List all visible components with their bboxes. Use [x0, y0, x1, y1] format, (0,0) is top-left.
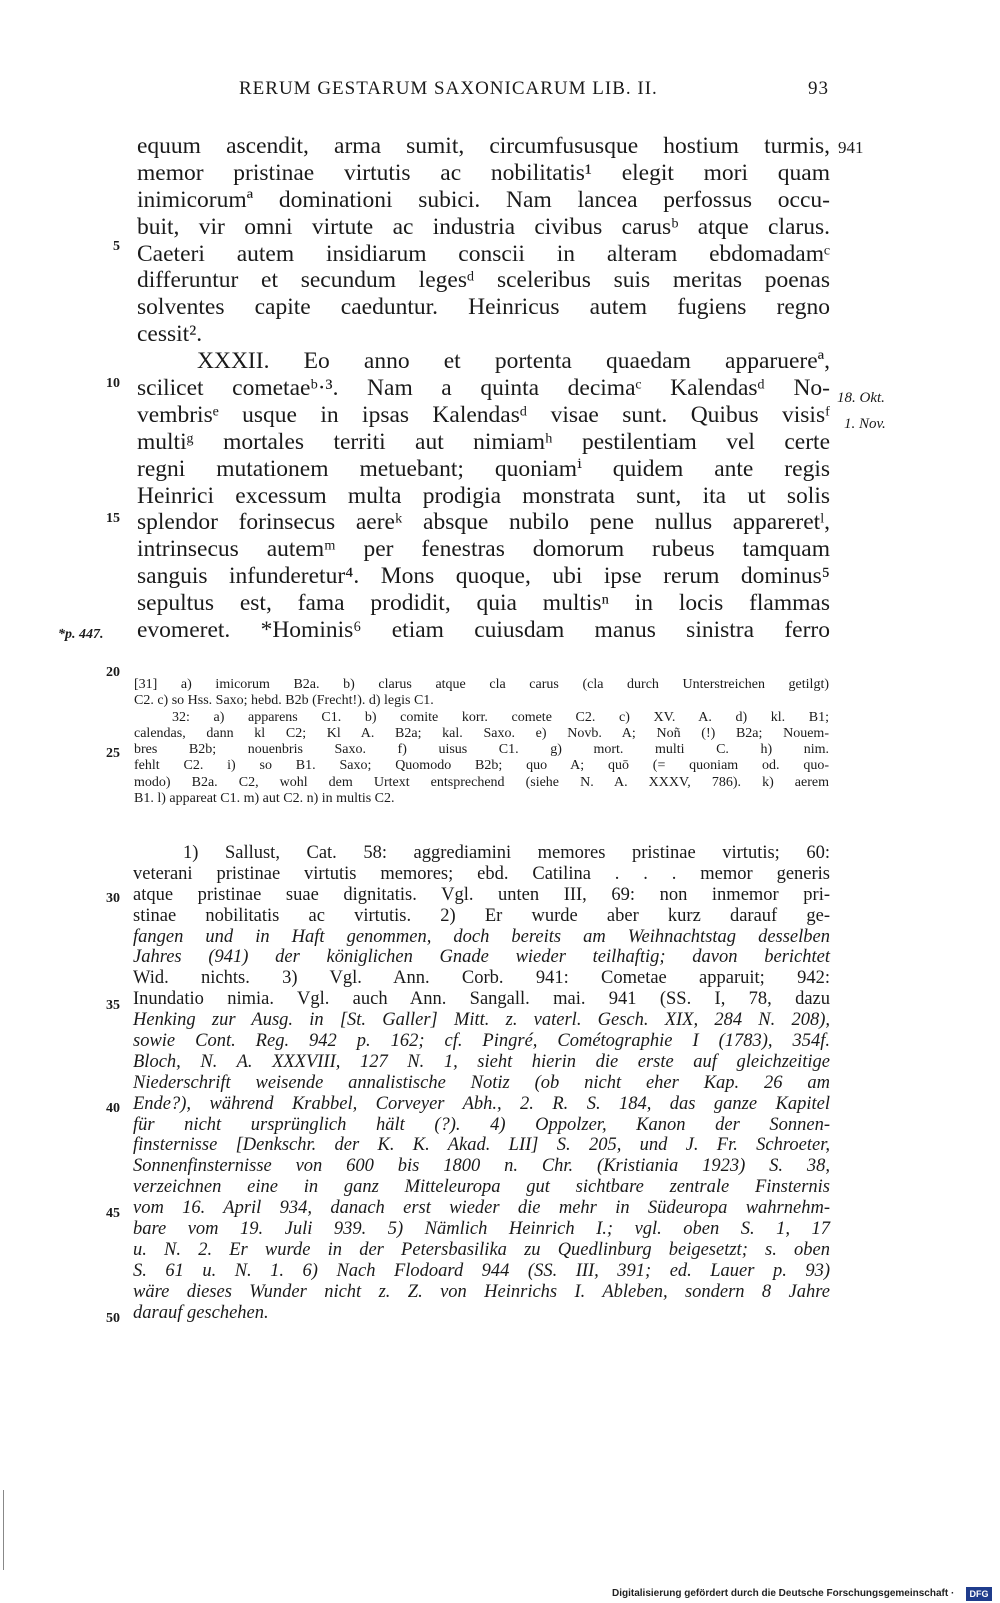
original-page-reference: [58, 627, 104, 643]
apparatus-line: 32: a) apparens C1. b) comite korr. comete C2. c) XV. A. d) kl. B1;: [172, 709, 829, 725]
text-line: differuntur et secundum legesᵈ sceleribus suis meritas poenas: [137, 267, 830, 294]
main-text: [137, 133, 830, 644]
text-line: sanguis infunderetur⁴. Mons quoque, ubi ipse rerum dominus⁵: [137, 563, 830, 590]
margin-date-text: 1. Nov.: [844, 416, 886, 432]
footnote-line: finsternisse [Denkschr. der K. K. Akad. LII] S. 205, und J. Fr. Schroeter,: [133, 1135, 830, 1156]
chapter-start-line: XXXII. Eo anno et portenta quaedam apparuereª,: [197, 348, 830, 375]
footnote-line: Ende?), während Krabbel, Corveyer Abh., 2. R. S. 184, das ganze Kapitel: [133, 1093, 830, 1114]
footnote-line: fangen und in Haft genommen, doch bereits am Weihnachtstag desselben: [133, 926, 830, 947]
line-number: 50: [106, 1311, 120, 1326]
text-line: splendor forinsecus aereᵏ absque nubilo pene nullus appareretˡ,: [137, 509, 830, 536]
line-number: 30: [106, 891, 120, 906]
running-title: RERUM GESTARUM SAXONICARUM LIB. II.: [239, 78, 658, 99]
footnote-line: sowie Cont. Reg. 942 p. 162; cf. Pingré, Cométographie I (1783), 354f.: [133, 1031, 830, 1052]
text-line: intrinsecus autemᵐ per fenestras domorum rubeus tamquam: [137, 536, 830, 563]
line-number: 10: [106, 376, 120, 391]
margin-date: [844, 416, 886, 433]
footnote-line: Henking zur Ausg. in [St. Galler] Mitt. z. vaterl. Gesch. XIX, 284 N. 208),: [133, 1010, 830, 1031]
text-line: scilicet cometaeᵇ·³. Nam a quinta decimaᶜ Kalendasᵈ No-: [137, 375, 830, 402]
apparatus-line: C2. c) so Hss. Saxo; hebd. B2b (Frecht!). d) legis C1.: [134, 693, 434, 709]
line-number: 40: [106, 1101, 120, 1116]
apparatus-line: calendas, dann kl C2; Kl A. B2a; kal. Saxo. e) Novb. A; Noñ (!) B2a; Nouem-: [134, 725, 829, 741]
footnote-line: veterani pristinae virtutis memores; ebd. Catilina . . . memor generis: [133, 863, 830, 884]
line-number: 20: [106, 665, 120, 680]
footnote-line: vom 16. April 934, danach erst wieder die mehr in Südeuropa wahrnehm-: [133, 1198, 830, 1219]
text-line: inimicorumª dominationi subici. Nam lancea perfossus occu-: [137, 186, 830, 213]
margin-date-text: 18. Okt.: [837, 390, 885, 406]
apparatus-line: B1. l) appareat C1. m) aut C2. n) in multis C2.: [134, 791, 395, 807]
line-number: 45: [106, 1206, 120, 1221]
line-number: 15: [106, 511, 120, 526]
text-line: equum ascendit, arma sumit, circumfususque hostium turmis,: [137, 133, 830, 159]
line-number: 25: [106, 746, 120, 761]
footnote-line: 1) Sallust, Cat. 58: aggrediamini memores pristinae virtutis; 60:: [183, 843, 830, 863]
margin-date: [837, 390, 885, 407]
footnote-line: Sonnenfinsternisse von 600 bis 1800 n. Chr. (Kristiania 1923) S. 38,: [133, 1156, 830, 1177]
footnote-line: S. 61 u. N. 1. 6) Nach Flodoard 944 (SS. III, 391; ed. Lauer p. 93): [133, 1260, 830, 1281]
text-line: Heinrici excessum multa prodigia monstrata sunt, ita ut solis: [137, 482, 830, 509]
text-line: memor pristinae virtutis ac nobilitatis¹ elegit mori quam: [137, 159, 830, 186]
footnote-line: Niederschrift weisende annalistische Notiz (ob nicht eher Kap. 26 am: [133, 1072, 830, 1093]
footnote-line: Jahres (941) der königlichen Gnade wieder teilhaftig; davon berichtet: [133, 947, 830, 968]
footnote-line: verzeichnen eine in ganz Mitteleuropa gut sichtbare zentrale Finsternis: [133, 1177, 830, 1198]
footnote-line: u. N. 2. Er wurde in der Petersbasilika zu Quedlinburg beigesetzt; s. oben: [133, 1239, 830, 1260]
footnotes: [133, 843, 830, 1323]
text-line: buit, vir omni virtute ac industria civibus carusᵇ atque clarus.: [137, 213, 830, 240]
footnote-line: für nicht ursprünglich hält (?). 4) Oppolzer, Kanon der Sonnen-: [133, 1114, 830, 1135]
text-line: multiᵍ mortales territi aut nimiamʰ pestilentiam vel certe: [137, 428, 830, 455]
footnote-line: bare vom 19. Juli 939. 5) Nämlich Heinrich I.; vgl. oben S. 1, 17: [133, 1219, 830, 1240]
text-line: evomeret. *Hominis⁶ etiam cuiusdam manus sinistra ferro: [137, 617, 830, 644]
apparatus-line: bres B2b; nouenbris Saxo. f) uisus C1. g) mort. multi C. h) nim.: [134, 742, 829, 758]
footnote-line: wäre dieses Wunder nicht z. Z. von Heinrichs I. Ableben, sondern 8 Jahre: [133, 1281, 830, 1302]
footnote-line: atque pristinae suae dignitatis. Vgl. unten III, 69: non inmemor pri-: [133, 884, 830, 905]
text-line: sepultus est, fama prodidit, quia multisⁿ in locis flammas: [137, 590, 830, 617]
footnote-line: stinae nobilitatis ac virtutis. 2) Er wurde aber kurz darauf ge-: [133, 905, 830, 926]
line-number: 35: [106, 998, 120, 1013]
text-line: cessit².: [137, 321, 203, 348]
running-head: [239, 78, 829, 104]
text-line: vembrisᵉ usque in ipsas Kalendasᵈ visae sunt. Quibus visisᶠ: [137, 401, 830, 428]
critical-apparatus: [134, 677, 829, 807]
footnote-line: Wid. nichts. 3) Vgl. Ann. Corb. 941: Cometae apparuit; 942:: [133, 968, 830, 989]
footnote-line: darauf geschehen.: [133, 1302, 269, 1323]
page-ref-text: *p. 447.: [58, 627, 104, 642]
text-line: Caeteri autem insidiarum conscii in alteram ebdomadamᶜ: [137, 240, 830, 267]
margin-year: 941: [838, 138, 864, 157]
footnote-line: Inundatio nimia. Vgl. auch Ann. Sangall. mai. 941 (SS. I, 78, dazu: [133, 989, 830, 1010]
apparatus-line: [31] a) imicorum B2a. b) clarus atque cla carus (cla durch Unterstreichen getilgt): [134, 677, 829, 692]
line-number: 5: [113, 239, 120, 254]
footnote-line: Bloch, N. A. XXXVIII, 127 N. 1, sieht hierin die erste auf gleichzeitige: [133, 1051, 830, 1072]
scan-edge-line: [3, 1490, 4, 1570]
digitization-credit: Digitalisierung gefördert durch die Deutsche Forschungsgemeinschaft ·: [612, 1588, 955, 1599]
apparatus-line: modo) B2a. C2, wohl dem Urtext entsprechend (siehe N. A. XXXV, 786). k) aerem: [134, 774, 829, 790]
page-number: 93: [808, 78, 829, 99]
text-line: regni mutationem metuebant; quoniamⁱ quidem ante regis: [137, 455, 830, 482]
dfg-logo: DFG: [966, 1587, 992, 1601]
text-line: solventes capite caeduntur. Heinricus autem fugiens regno: [137, 294, 830, 321]
apparatus-line: fehlt C2. i) so B1. Saxo; Quomodo B2b; quo A; quō (= quoniam od. quo-: [134, 758, 829, 774]
